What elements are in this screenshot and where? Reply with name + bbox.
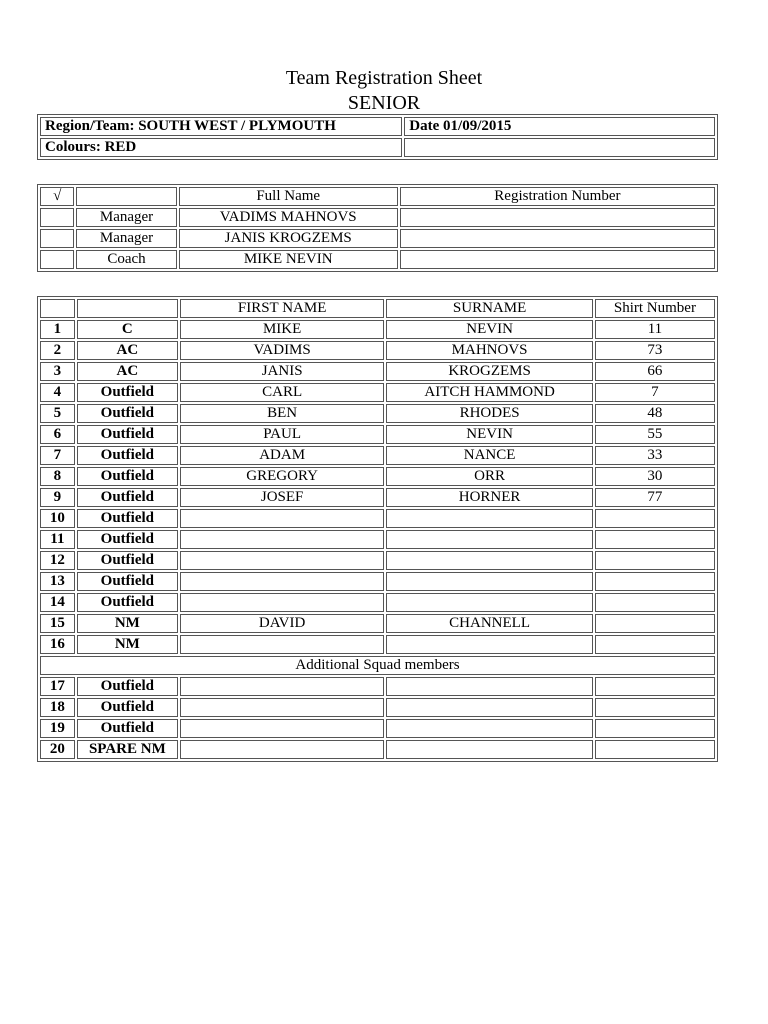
player-surname-cell: RHODES xyxy=(386,404,593,423)
player-shirt-cell: 77 xyxy=(595,488,715,507)
player-shirt-cell xyxy=(595,698,715,717)
player-number-cell: 20 xyxy=(40,740,75,759)
check-cell xyxy=(40,208,74,227)
player-number-cell: 16 xyxy=(40,635,75,654)
additional-squad-row xyxy=(40,656,715,675)
check-header: √ xyxy=(40,187,74,206)
player-row xyxy=(40,383,715,402)
player-surname-cell: NEVIN xyxy=(386,320,593,339)
player-number-cell: 15 xyxy=(40,614,75,633)
player-shirt-cell xyxy=(595,677,715,696)
registration-number-header: Registration Number xyxy=(400,187,715,206)
player-row xyxy=(40,446,715,465)
empty-cell xyxy=(404,138,715,157)
player-surname-cell xyxy=(386,719,593,738)
player-row xyxy=(40,593,715,612)
player-shirt-cell xyxy=(595,593,715,612)
staff-row xyxy=(40,229,715,248)
player-row xyxy=(40,509,715,528)
player-surname-cell xyxy=(386,635,593,654)
additional-body xyxy=(40,677,715,759)
player-shirt-cell: 30 xyxy=(595,467,715,486)
full-name-header: Full Name xyxy=(179,187,398,206)
players-table xyxy=(37,296,718,762)
player-shirt-cell xyxy=(595,740,715,759)
player-position-cell: C xyxy=(77,320,178,339)
player-surname-cell xyxy=(386,551,593,570)
player-number-cell: 1 xyxy=(40,320,75,339)
staff-registration-cell xyxy=(400,229,715,248)
player-surname-cell xyxy=(386,509,593,528)
player-first-name-cell xyxy=(180,530,384,549)
player-row xyxy=(40,320,715,339)
staff-role-cell: Coach xyxy=(76,250,176,269)
staff-header-row xyxy=(40,187,715,206)
player-position-cell: Outfield xyxy=(77,509,178,528)
player-shirt-cell: 7 xyxy=(595,383,715,402)
player-number-cell: 4 xyxy=(40,383,75,402)
team-info-table xyxy=(37,114,718,160)
player-row xyxy=(40,614,715,633)
staff-row xyxy=(40,250,715,269)
player-number-cell: 9 xyxy=(40,488,75,507)
player-position-cell: Outfield xyxy=(77,719,178,738)
player-number-cell: 11 xyxy=(40,530,75,549)
date-cell: Date 01/09/2015 xyxy=(404,117,715,136)
player-surname-cell: ORR xyxy=(386,467,593,486)
check-cell xyxy=(40,250,74,269)
player-first-name-cell: PAUL xyxy=(180,425,384,444)
shirt-number-header: Shirt Number xyxy=(595,299,715,318)
player-number-cell: 6 xyxy=(40,425,75,444)
player-first-name-cell: VADIMS xyxy=(180,341,384,360)
player-first-name-cell xyxy=(180,740,384,759)
player-position-cell: Outfield xyxy=(77,593,178,612)
player-shirt-cell: 73 xyxy=(595,341,715,360)
player-row xyxy=(40,551,715,570)
player-position-cell: AC xyxy=(77,362,178,381)
player-shirt-cell: 11 xyxy=(595,320,715,339)
player-number-cell: 10 xyxy=(40,509,75,528)
player-shirt-cell xyxy=(595,635,715,654)
player-first-name-cell: JANIS xyxy=(180,362,384,381)
player-shirt-cell: 55 xyxy=(595,425,715,444)
player-position-cell: Outfield xyxy=(77,383,178,402)
player-position-cell: Outfield xyxy=(77,488,178,507)
staff-role-cell: Manager xyxy=(76,208,176,227)
player-surname-cell xyxy=(386,530,593,549)
player-number-cell: 8 xyxy=(40,467,75,486)
player-position-cell: Outfield xyxy=(77,425,178,444)
player-surname-cell xyxy=(386,740,593,759)
staff-body xyxy=(40,208,715,269)
role-header xyxy=(76,187,176,206)
player-first-name-cell xyxy=(180,572,384,591)
player-row xyxy=(40,698,715,717)
player-position-cell: NM xyxy=(77,614,178,633)
first-name-header: FIRST NAME xyxy=(180,299,384,318)
player-row xyxy=(40,719,715,738)
player-shirt-cell xyxy=(595,509,715,528)
team-info-row xyxy=(40,138,715,157)
player-position-cell: NM xyxy=(77,635,178,654)
player-first-name-cell: DAVID xyxy=(180,614,384,633)
player-number-cell: 3 xyxy=(40,362,75,381)
player-position-cell: Outfield xyxy=(77,530,178,549)
player-position-cell: Outfield xyxy=(77,467,178,486)
player-surname-cell: MAHNOVS xyxy=(386,341,593,360)
player-first-name-cell xyxy=(180,509,384,528)
player-surname-cell xyxy=(386,593,593,612)
staff-registration-cell xyxy=(400,208,715,227)
player-first-name-cell: JOSEF xyxy=(180,488,384,507)
player-first-name-cell xyxy=(180,551,384,570)
staff-name-cell: MIKE NEVIN xyxy=(179,250,398,269)
player-row xyxy=(40,467,715,486)
player-number-cell: 13 xyxy=(40,572,75,591)
player-position-cell: SPARE NM xyxy=(77,740,178,759)
player-number-cell: 19 xyxy=(40,719,75,738)
player-shirt-cell: 48 xyxy=(595,404,715,423)
player-number-cell: 2 xyxy=(40,341,75,360)
player-surname-cell: CHANNELL xyxy=(386,614,593,633)
player-number-cell: 7 xyxy=(40,446,75,465)
player-shirt-cell xyxy=(595,530,715,549)
sheet-title: Team Registration Sheet xyxy=(285,67,483,89)
player-shirt-cell xyxy=(595,719,715,738)
player-first-name-cell: BEN xyxy=(180,404,384,423)
player-surname-cell: NANCE xyxy=(386,446,593,465)
additional-squad-label: Additional Squad members xyxy=(40,656,715,675)
player-position-cell: Outfield xyxy=(77,677,178,696)
player-shirt-cell xyxy=(595,614,715,633)
player-number-cell: 17 xyxy=(40,677,75,696)
player-first-name-cell: MIKE xyxy=(180,320,384,339)
player-first-name-cell xyxy=(180,698,384,717)
player-row xyxy=(40,677,715,696)
player-shirt-cell: 66 xyxy=(595,362,715,381)
staff-registration-cell xyxy=(400,250,715,269)
player-first-name-cell: CARL xyxy=(180,383,384,402)
player-shirt-cell xyxy=(595,551,715,570)
staff-name-cell: VADIMS MAHNOVS xyxy=(179,208,398,227)
player-surname-cell xyxy=(386,698,593,717)
player-first-name-cell: GREGORY xyxy=(180,467,384,486)
colours-cell: Colours: RED xyxy=(40,138,402,157)
player-surname-cell: AITCH HAMMOND xyxy=(386,383,593,402)
player-first-name-cell xyxy=(180,635,384,654)
player-number-cell: 18 xyxy=(40,698,75,717)
player-surname-cell: NEVIN xyxy=(386,425,593,444)
players-body xyxy=(40,320,715,654)
team-info-row xyxy=(40,117,715,136)
player-row xyxy=(40,572,715,591)
surname-header: SURNAME xyxy=(386,299,593,318)
player-position-cell: Outfield xyxy=(77,698,178,717)
player-position-cell: AC xyxy=(77,341,178,360)
player-row xyxy=(40,635,715,654)
player-position-cell: Outfield xyxy=(77,551,178,570)
player-row xyxy=(40,341,715,360)
player-surname-cell: KROGZEMS xyxy=(386,362,593,381)
staff-row xyxy=(40,208,715,227)
players-header-row xyxy=(40,299,715,318)
position-header xyxy=(77,299,178,318)
number-header xyxy=(40,299,75,318)
player-first-name-cell: ADAM xyxy=(180,446,384,465)
player-number-cell: 14 xyxy=(40,593,75,612)
staff-role-cell: Manager xyxy=(76,229,176,248)
player-number-cell: 5 xyxy=(40,404,75,423)
staff-name-cell: JANIS KROGZEMS xyxy=(179,229,398,248)
player-row xyxy=(40,530,715,549)
player-first-name-cell xyxy=(180,677,384,696)
player-first-name-cell xyxy=(180,593,384,612)
player-row xyxy=(40,404,715,423)
region-team-cell: Region/Team: SOUTH WEST / PLYMOUTH xyxy=(40,117,402,136)
player-first-name-cell xyxy=(180,719,384,738)
staff-table xyxy=(37,184,718,272)
player-position-cell: Outfield xyxy=(77,572,178,591)
player-position-cell: Outfield xyxy=(77,446,178,465)
player-row xyxy=(40,362,715,381)
player-row xyxy=(40,488,715,507)
player-row xyxy=(40,740,715,759)
sheet-subtitle: SENIOR xyxy=(347,92,421,114)
player-row xyxy=(40,425,715,444)
check-cell xyxy=(40,229,74,248)
player-surname-cell xyxy=(386,572,593,591)
player-surname-cell: HORNER xyxy=(386,488,593,507)
player-surname-cell xyxy=(386,677,593,696)
player-shirt-cell xyxy=(595,572,715,591)
player-shirt-cell: 33 xyxy=(595,446,715,465)
player-position-cell: Outfield xyxy=(77,404,178,423)
player-number-cell: 12 xyxy=(40,551,75,570)
